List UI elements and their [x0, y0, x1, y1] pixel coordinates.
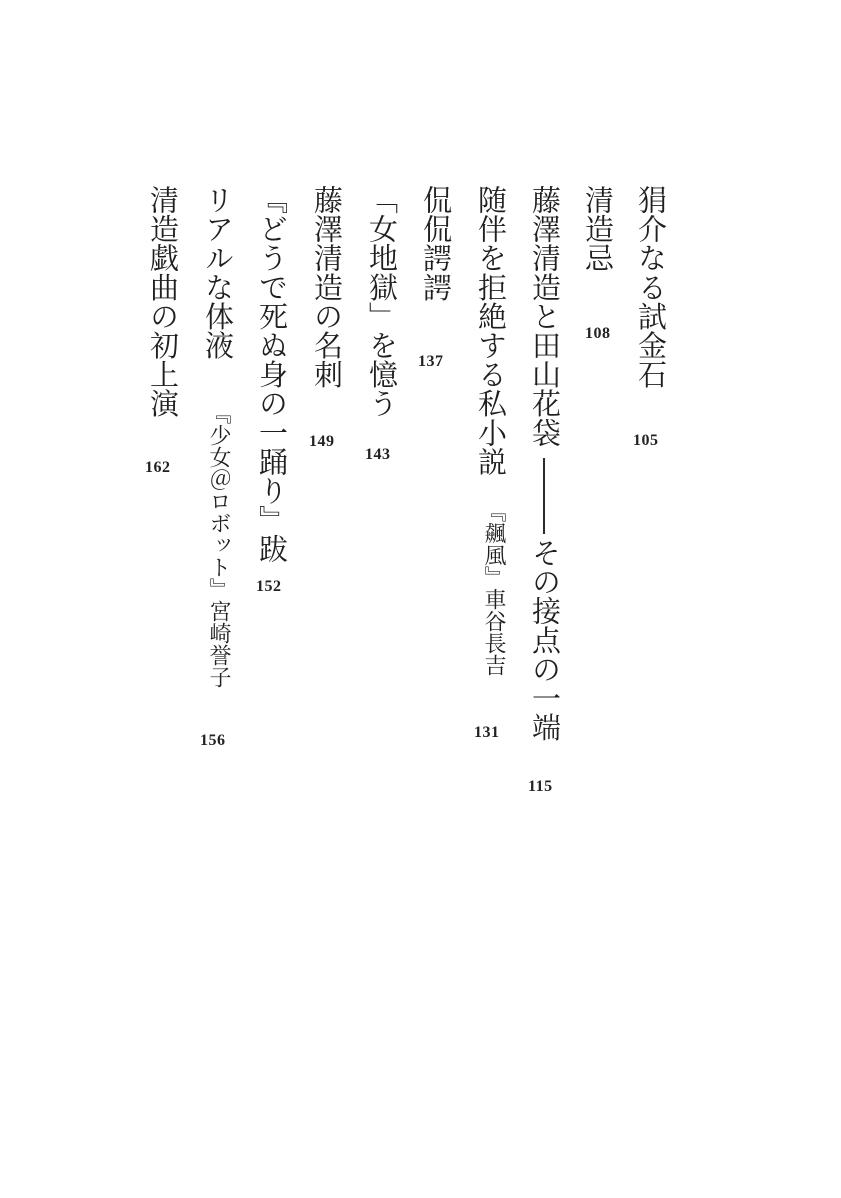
toc-entry-title: 清造戯曲の初上演: [146, 185, 180, 418]
toc-entry: [254, 185, 290, 563]
toc-entry-title: 随伴を拒絶する私小説: [474, 185, 508, 476]
toc-page-number: 137: [418, 353, 444, 370]
toc-entry-title: 藤澤清造の名刺: [310, 185, 344, 389]
toc-entry-title: 狷介なる試金石: [634, 185, 668, 389]
toc-entry-subtitle: [527, 538, 563, 742]
toc-entry-author: 『飆風』車谷長吉: [481, 500, 506, 676]
toc-page-number: 105: [633, 432, 659, 449]
toc-page-number: 115: [528, 778, 553, 795]
toc-entry-title: 『どうで死ぬ身の一踊り』跋: [255, 185, 289, 564]
toc-entry-title: 「女地獄」を憶う: [365, 185, 399, 418]
toc-entry: [633, 185, 669, 389]
toc-entry-author: 『少女＠ロボット』宮崎誉子: [206, 402, 231, 688]
toc-entry: [309, 185, 345, 389]
toc-page-number: 156: [200, 732, 226, 749]
toc-entry-title: 侃侃諤諤: [419, 185, 453, 302]
toc-entry: [580, 185, 616, 272]
toc-page-number: 149: [309, 433, 335, 450]
toc-entry: [527, 185, 563, 447]
toc-page-number: 108: [585, 325, 611, 342]
toc-page-number: 152: [256, 578, 282, 595]
toc-page-number: 143: [365, 446, 391, 463]
toc-entry-title: 清造忌: [581, 185, 615, 273]
toc-entry-title: リアルな体液: [201, 185, 235, 360]
toc-entry-title: 藤澤清造と田山花袋: [528, 185, 562, 447]
toc-entry: [200, 185, 236, 360]
toc-entry: [418, 185, 454, 301]
toc-page-number: 131: [474, 724, 500, 741]
toc-page-number: 162: [145, 459, 171, 476]
toc-entry-subtitle-text: その接点の一端: [528, 538, 562, 742]
toc-entry: [145, 185, 181, 418]
em-dash: [543, 458, 545, 534]
toc-entry: [364, 185, 400, 418]
toc-entry: [473, 185, 509, 476]
